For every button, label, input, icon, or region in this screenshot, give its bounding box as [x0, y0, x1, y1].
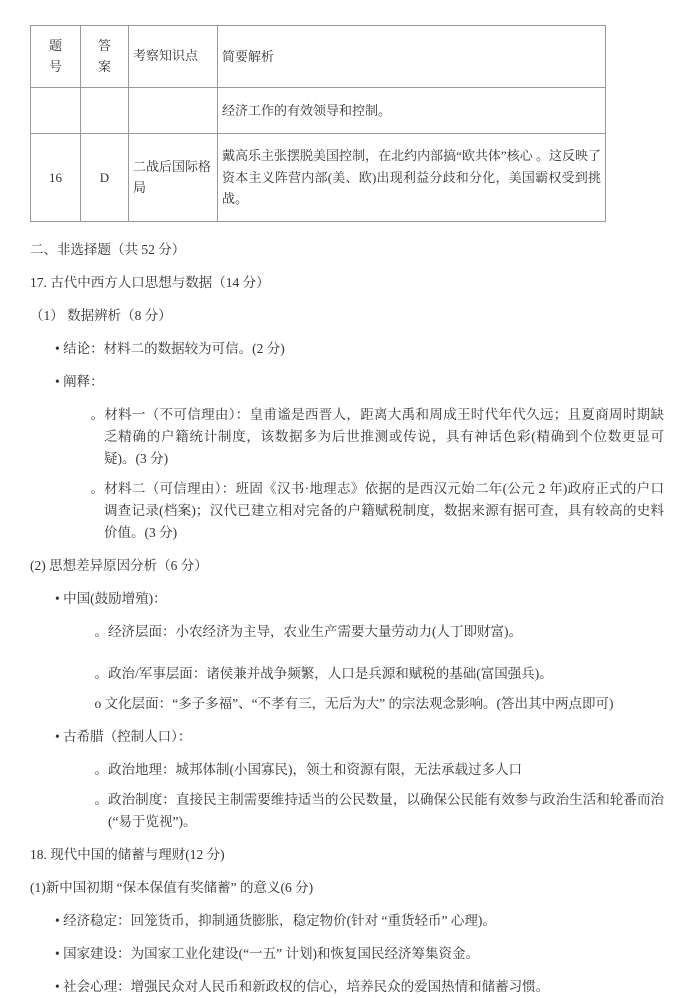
q17-china-cultural: o 文化层面：“多子多福”、“不孝有三，无后为大” 的宗法观念影响。(答出其中两点即可)	[94, 696, 614, 711]
cell-brief-analysis: 戴高乐主张摆脱美国控制，在北约内部搞“欧共体”核心 。这反映了资本主义阵营内部(美、欧)出现利益分歧和分化，美国霸权受到挑战。	[218, 134, 606, 222]
q17-material1-reason: 。材料一（不可信理由）：皇甫谧是西晋人，距离大禹和周成王时代年代久远；且夏商周时期缺乏精确的户籍统计制度，该数据多为后世推测或传说，具有神话色彩(精确到个位数更显可疑)。(3 分)	[90, 407, 664, 466]
table-row-continuation	[31, 88, 606, 134]
col-header-brief-analysis: 简要解析	[218, 26, 606, 88]
q17-greece-institution: 。政治制度：直接民主制需要维持适当的公民数量，以确保公民能有效参与政治生活和轮番而治(“易于览视”)。	[94, 792, 664, 829]
question-18-title: 18. 现代中国的储蓄与理财(12 分)	[30, 847, 225, 862]
q17-conclusion: • 结论：材料二的数据较为可信。(2 分)	[55, 341, 285, 356]
q17-china-political: 。政治/军事层面：诸侯兼并战争频繁，人口是兵源和赋税的基础(富国强兵)。	[94, 666, 553, 681]
q17-explanation-label: • 阐释：	[55, 374, 104, 389]
table-header-row	[31, 26, 606, 88]
q18-national-construction: • 国家建设：为国家工业化建设(“一五” 计划)和恢复国民经济筹集资金。	[55, 946, 479, 961]
question-17-title: 17. 古代中西方人口思想与数据（14 分）	[30, 275, 270, 290]
q18-social-psychology: • 社会心理：增强民众对人民币和新政权的信心，培养民众的爱国热情和储蓄习惯。	[55, 979, 550, 994]
cell-question-number	[31, 88, 81, 134]
q17-part2-title: (2) 思想差异原因分析（6 分）	[30, 558, 208, 573]
q17-material2-reason: 。材料二（可信理由）：班固《汉书·地理志》依据的是西汉元始二年(公元 2 年)政府正式的户口调查记录(档案)；汉代已建立相对完备的户籍赋税制度，数据来源有据可查，具有较高的史料价值。(3 分)	[90, 481, 664, 540]
q17-part1-title: （1） 数据辨析（8 分）	[30, 308, 172, 323]
section-2-heading: 二、非选择题（共 52 分）	[30, 242, 186, 257]
q17-china-economic: 。经济层面：小农经济为主导，农业生产需要大量劳动力(人丁即财富)。	[94, 624, 522, 639]
answer-body	[30, 239, 664, 998]
col-header-answer-label: 答案	[98, 38, 112, 74]
table-row-question-16	[31, 134, 606, 222]
cell-answer: D	[81, 134, 129, 222]
q17-greece-label: • 古希腊（控制人口）：	[55, 729, 192, 744]
cell-knowledge-point	[129, 88, 218, 134]
q17-greece-geography: 。政治地理：城邦体制(小国寡民)，领土和资源有限，无法承载过多人口	[94, 762, 522, 777]
cell-brief-analysis: 经济工作的有效领导和控制。	[218, 88, 606, 134]
col-header-answer	[81, 26, 129, 88]
q18-part1-title: (1)新中国初期 “保本保值有奖储蓄” 的意义(6 分)	[30, 880, 314, 895]
cell-answer	[81, 88, 129, 134]
q18-economic-stability: • 经济稳定：回笼货币，抑制通货膨胀，稳定物价(针对 “重货轻币” 心理)。	[55, 913, 496, 928]
col-header-question-number	[31, 26, 81, 88]
col-header-question-number-label: 题号	[49, 38, 63, 74]
cell-question-number: 16	[31, 134, 81, 222]
q17-china-label: • 中国(鼓励增殖)：	[55, 591, 167, 606]
cell-knowledge-point: 二战后国际格局	[129, 134, 218, 222]
col-header-knowledge-point: 考察知识点	[129, 26, 218, 88]
answer-key-table	[30, 25, 606, 222]
